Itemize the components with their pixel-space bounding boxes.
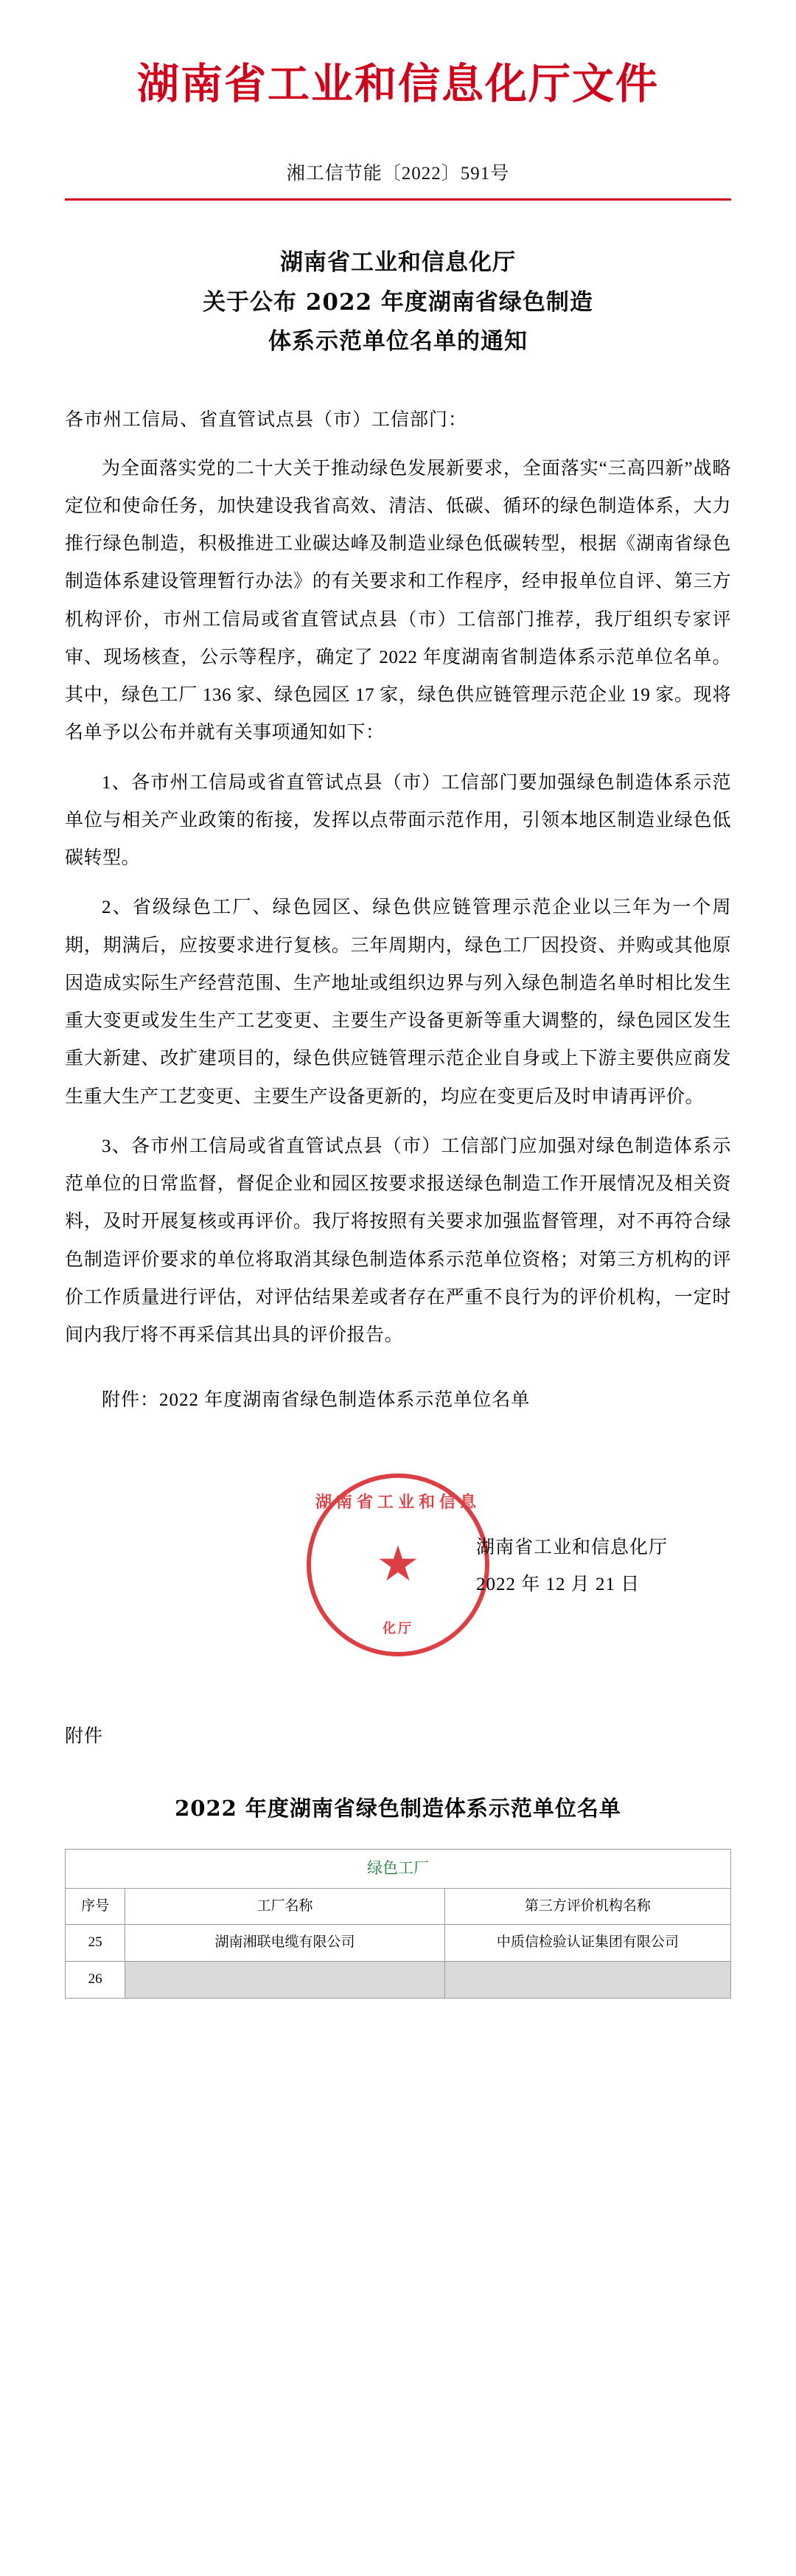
recipient-line: 各市州工信局、省直管试点县（市）工信部门： bbox=[65, 410, 468, 431]
seal-top-text: 湖南省工业和信息 bbox=[315, 1493, 481, 1512]
page-title-line-3: 体系示范单位名单的通知 bbox=[268, 327, 528, 355]
green-manufacturing-table bbox=[65, 1849, 731, 1998]
masthead bbox=[65, 0, 731, 110]
table-category-row bbox=[66, 1850, 731, 1888]
table-cell-agency-redacted bbox=[444, 1962, 730, 1999]
attachment-label: 附件 bbox=[65, 1726, 104, 1747]
page-title-line-1: 湖南省工业和信息化厅 bbox=[280, 249, 516, 277]
table-category-label: 绿色工厂 bbox=[66, 1850, 731, 1888]
body-paragraph-1: 为全面落实党的二十大关于推动绿色发展新要求，全面落实“三高四新”战略定位和使命任务，加快建设我省高效、清洁、低碳、循环的绿色制造体系，大力推行绿色制造，积极推进工业碳达峰及制造业绿色低碳转型，根据《湖南省绿色制造体系建设管理暂行办法》的有关要求和工作程序，经申报单位自评、第三方机构评价，市州工信局或省直管试点县（市）工信部门推荐，我厅组织专家评审、现场核查，公示等程序，确定了 2022 年度湖南省制造体系示范单位名单。其中，绿色工厂 136 家、绿色园区 17 家，绿色供应链管理示范企业 19 家。现将名单予以公布并就有关事项通知如下： bbox=[65, 458, 731, 743]
body-paragraph-4: 3、各市州工信局或省直管试点县（市）工信部门应加强对绿色制造体系示范单位的日常监督，督促企业和园区按要求报送绿色制造工作开展情况及相关资料，及时开展复核或再评价。我厅将按照有关要求加强监督管理，对不再符合绿色制造评价要求的单位将取消其绿色制造体系示范单位资格；对第三方机构的评价工作质量进行评估，对评估结果差或者存在严重不良行为的评价机构，一定时间内我厅将不再采信其出具的评价报告。 bbox=[65, 1136, 731, 1346]
table-cell-factory-redacted bbox=[125, 1962, 444, 1999]
table-cell-agency: 中质信检验认证集团有限公司 bbox=[444, 1925, 730, 1962]
table-header-agency: 第三方评价机构名称 bbox=[444, 1888, 730, 1925]
table-row bbox=[66, 1925, 731, 1962]
table-cell-no: 26 bbox=[66, 1962, 125, 1999]
attachment-note: 附件：2022 年度湖南省绿色制造体系示范单位名单 bbox=[102, 1390, 531, 1411]
signature-lines bbox=[476, 1530, 668, 1603]
signature-date: 2022 年 12 月 21 日 bbox=[475, 1575, 640, 1595]
official-seal-icon bbox=[307, 1473, 489, 1656]
signature-organization: 湖南省工业和信息化厅 bbox=[475, 1538, 668, 1558]
masthead-title: 湖南省工业和信息化厅文件 bbox=[137, 59, 659, 108]
body-paragraph-2: 1、各市州工信局或省直管试点县（市）工信部门要加强绿色制造体系示范单位与相关产业政策的衔接，发挥以点带面示范作用，引领本地区制造业绿色低碳转型。 bbox=[65, 772, 731, 869]
table-cell-factory: 湖南湘联电缆有限公司 bbox=[125, 1925, 444, 1962]
table-cell-no: 25 bbox=[66, 1925, 125, 1962]
document-number: 湘工信节能〔2022〕591号 bbox=[286, 164, 510, 184]
body-paragraph-3: 2、省级绿色工厂、绿色园区、绿色供应链管理示范企业以三年为一个周期，期满后，应按要求进行复核。三年周期内，绿色工厂因投资、并购或其他原因造成实际生产经营范围、生产地址或组织边界与列入绿色制造名单时相比发生重大变更或发生生产工艺变更、主要生产设备更新等重大调整的，绿色园区发生重大新建、改扩建项目的，绿色供应链管理示范企业自身或上下游主要供应商发生重大生产工艺变更、主要生产设备更新的，均应在变更后及时申请再评价。 bbox=[65, 898, 731, 1107]
page-title bbox=[65, 243, 731, 361]
signature-block bbox=[65, 1466, 731, 1650]
table-header-no: 序号 bbox=[66, 1888, 125, 1925]
page-title-line-2: 关于公布 2022 年度湖南省绿色制造 bbox=[203, 288, 593, 316]
attachment-title: 2022 年度湖南省绿色制造体系示范单位名单 bbox=[175, 1796, 621, 1822]
table-header-factory: 工厂名称 bbox=[125, 1888, 444, 1925]
red-divider-rule bbox=[65, 198, 731, 201]
table-header-row bbox=[66, 1888, 731, 1925]
seal-star-icon: ★ bbox=[376, 1538, 420, 1592]
table-row bbox=[66, 1962, 731, 1999]
seal-bottom-text: 化厅 bbox=[383, 1621, 413, 1636]
